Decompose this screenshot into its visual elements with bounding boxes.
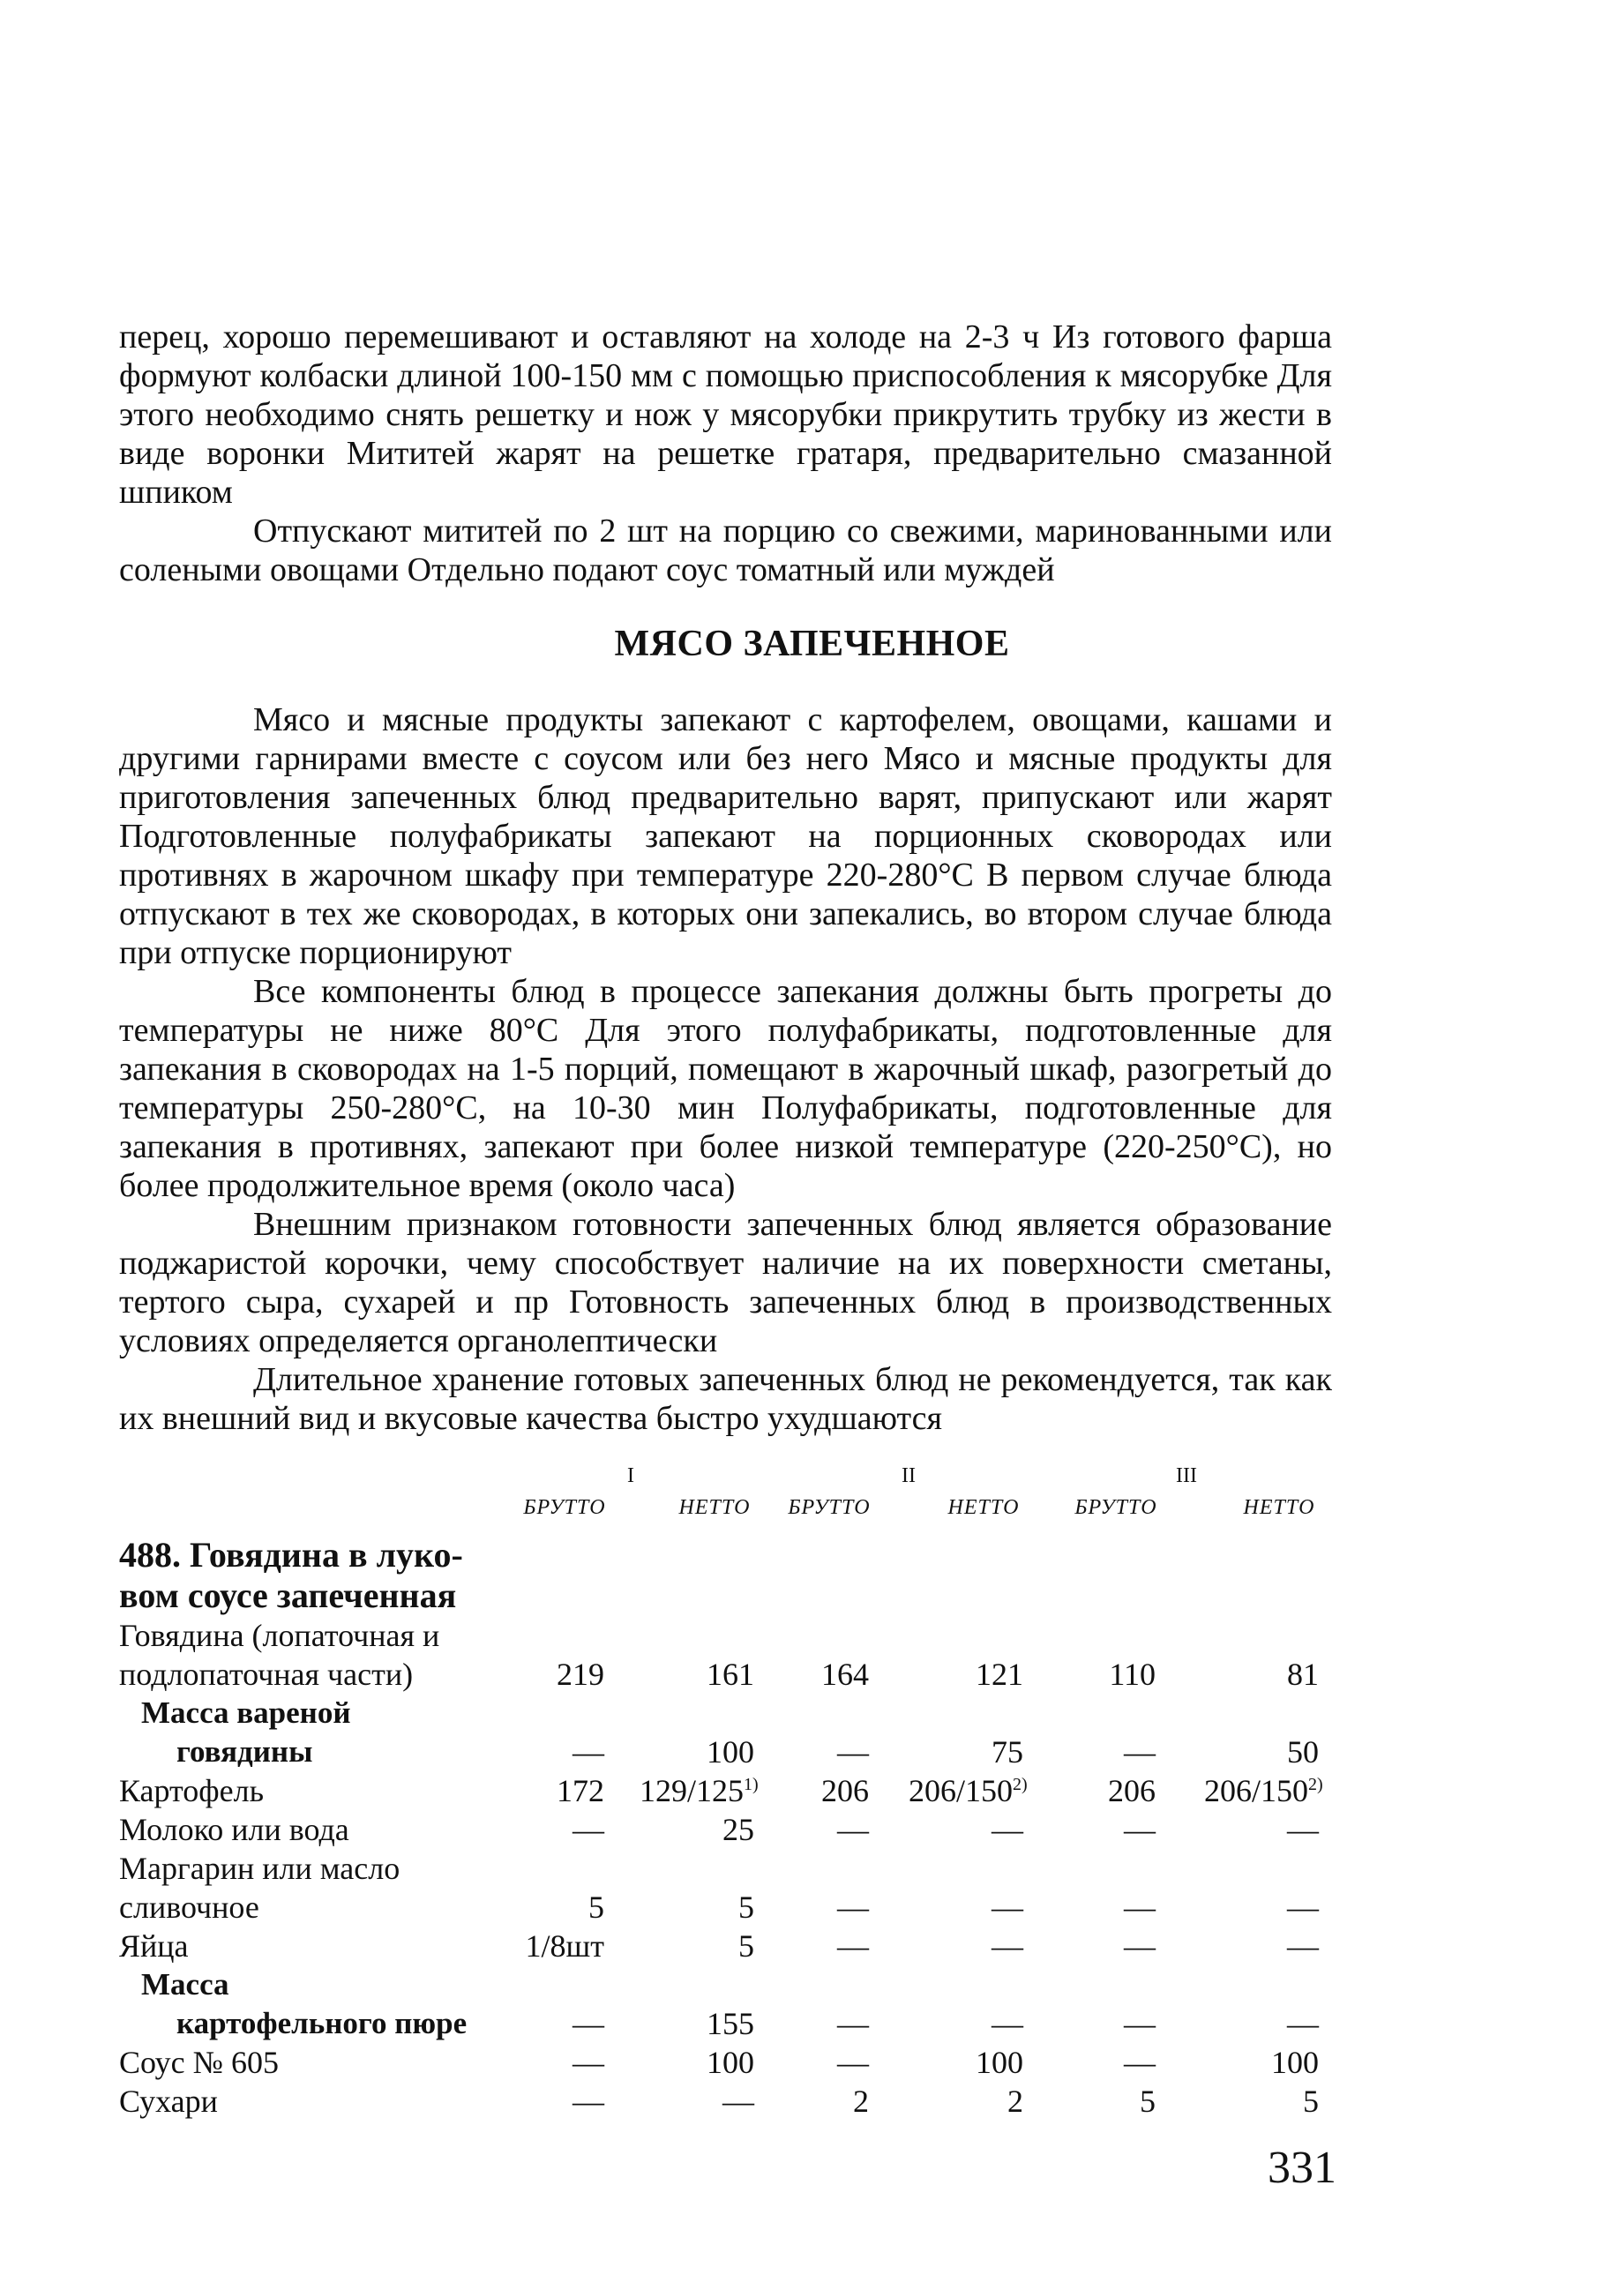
- column-header: НЕТТО: [947, 1496, 1020, 1519]
- row-label: сливочное: [119, 1890, 259, 1925]
- cell-value: 129/125: [640, 1773, 745, 1808]
- table-cell: [1041, 2043, 1156, 2082]
- cell-value: —: [837, 2006, 869, 2041]
- row-label: Соус № 605: [119, 2045, 279, 2080]
- table-cell: [909, 1888, 1023, 1927]
- cell-value: —: [1287, 2006, 1319, 2041]
- cell-value: —: [1124, 1928, 1156, 1964]
- table-cell: [909, 1732, 1023, 1771]
- cell-value: 206/150: [1204, 1773, 1309, 1808]
- body-paragraph-1: Мясо и мясные продукты запекают с картофелем, овощами, кашами и другими гарнирами вместе с соусом или без него Мясо и мясные продукты для приготовления запеченных блюд предварительно варят, припускают или жарят Подготовленные полуфабрикаты запекают на порционных сковородах или противнях в жарочном шкафу при температуре 220-280°С В первом случае блюда отпускают в тех же сковородах, в которых они запекались, во втором случае блюда при отпуске порционируют: [119, 701, 1332, 971]
- column-header: БРУТТО: [1074, 1496, 1157, 1519]
- row-label: Картофель: [119, 1773, 264, 1808]
- table-cell: [1204, 1655, 1319, 1694]
- recipe-title-line: 488. Говядина в луко-: [119, 1535, 463, 1575]
- column-group-label: III: [1176, 1464, 1197, 1487]
- column-header: НЕТТО: [678, 1496, 751, 1519]
- cell-value: —: [1124, 1812, 1156, 1847]
- table-cell: [490, 2004, 604, 2043]
- cell-value: 206/150: [909, 1773, 1014, 1808]
- footnote-marker: 2): [1308, 1775, 1323, 1794]
- table-cell: [490, 1655, 604, 1694]
- cell-value: 100: [976, 2045, 1023, 2080]
- cell-value: 25: [722, 1812, 754, 1847]
- cell-value: —: [1124, 2006, 1156, 2041]
- table-cell: [640, 1732, 754, 1771]
- table-cell: [490, 1927, 604, 1965]
- column-header: БРУТТО: [523, 1496, 606, 1519]
- table-cell: [1041, 1888, 1156, 1927]
- cell-value: 206: [1108, 1773, 1156, 1808]
- cell-value: 219: [557, 1657, 604, 1692]
- table-cell: [1204, 1888, 1319, 1927]
- cell-value: —: [573, 2045, 604, 2080]
- table-cell: [909, 2004, 1023, 2043]
- cell-value: —: [992, 1890, 1023, 1925]
- table-cell: [1041, 1927, 1156, 1965]
- intro-text: [119, 318, 1332, 589]
- table-cell: [754, 1655, 869, 1694]
- table-cell: [754, 1732, 869, 1771]
- cell-value: —: [992, 2006, 1023, 2041]
- column-header: БРУТТО: [788, 1496, 871, 1519]
- cell-value: —: [837, 1734, 869, 1770]
- cell-value: 100: [707, 1734, 754, 1770]
- intro-paragraph-1: перец, хорошо перемешивают и оставляют на холоде на 2-3 ч Из готового фарша формуют колбаски длиной 100-150 мм с помощью приспособления к мясорубке Для этого необходимо снять решетку и нож у мясорубки прикрутить трубку из жести в виде воронки Мититей жарят на решетке гратаря, предварительно смазанной шпиком: [119, 318, 1332, 511]
- cell-value: 121: [976, 1657, 1023, 1692]
- cell-value: 2: [1007, 2084, 1023, 2119]
- table-cell: [640, 2004, 754, 2043]
- column-group-label: I: [627, 1464, 634, 1487]
- cell-value: 81: [1287, 1657, 1319, 1692]
- column-group-label: II: [902, 1464, 916, 1487]
- cell-value: —: [573, 2006, 604, 2041]
- table-cell: [490, 1888, 604, 1927]
- body-paragraph-2: Все компоненты блюд в процессе запекания должны быть прогреты до температуры не ниже 80°С Для этого полуфабрикаты, подготовленные для запекания в сковородах на 1-5 порций, помещают в жарочный шкаф, разогретый до температуры 250-280°С, на 10-30 мин Полуфабрикаты, подготовленные для запекания в противнях, запекают при более низкой температуре (220-250°С), но более продолжительное время (около часа): [119, 973, 1332, 1204]
- row-label: Сухари: [119, 2084, 218, 2119]
- row-label: Говядина (лопаточная и: [119, 1618, 440, 1653]
- cell-value: 2: [853, 2084, 869, 2119]
- footnote-marker: 2): [1013, 1775, 1028, 1794]
- cell-value: —: [1124, 1734, 1156, 1770]
- cell-value: —: [992, 1812, 1023, 1847]
- row-label: Молоко или вода: [119, 1812, 349, 1847]
- section-heading: МЯСО ЗАПЕЧЕННОЕ: [614, 624, 1010, 664]
- table-cell: [1041, 2082, 1156, 2121]
- cell-value: —: [1124, 1890, 1156, 1925]
- cell-value: 100: [1271, 2045, 1319, 2080]
- table-cell: [1204, 2004, 1319, 2043]
- table-cell: [640, 1771, 759, 1810]
- cell-value: —: [573, 1812, 604, 1847]
- cell-value: —: [1124, 2045, 1156, 2080]
- cell-value: —: [1287, 1890, 1319, 1925]
- row-label: говядины: [176, 1734, 313, 1769]
- table-cell: [1204, 1771, 1323, 1810]
- row-label: Маргарин или масло: [119, 1851, 400, 1886]
- cell-value: —: [992, 1928, 1023, 1964]
- cell-value: 206: [821, 1773, 869, 1808]
- cell-value: 50: [1287, 1734, 1319, 1770]
- cell-value: 172: [557, 1773, 604, 1808]
- row-label: Масса вареной: [141, 1695, 351, 1730]
- table-cell: [1204, 1810, 1319, 1849]
- section-body: [119, 700, 1332, 1438]
- page-number: 331: [1268, 2143, 1336, 2193]
- row-label: Яйца: [119, 1928, 189, 1964]
- table-cell: [909, 1927, 1023, 1965]
- row-label: подлопаточная части): [119, 1657, 414, 1692]
- table-cell: [640, 2082, 754, 2121]
- table-cell: [640, 1810, 754, 1849]
- table-cell: [909, 2082, 1023, 2121]
- recipe-title-line: вом соусе запеченная: [119, 1575, 457, 1615]
- cell-value: 5: [588, 1890, 604, 1925]
- cell-value: 155: [707, 2006, 754, 2041]
- table-cell: [754, 1927, 869, 1965]
- cell-value: —: [1287, 1928, 1319, 1964]
- cell-value: —: [722, 2084, 754, 2119]
- cell-value: 1/8шт: [525, 1928, 604, 1964]
- cell-value: 161: [707, 1657, 754, 1692]
- table-cell: [1041, 1810, 1156, 1849]
- footnote-marker: 1): [744, 1775, 759, 1794]
- cell-value: —: [837, 2045, 869, 2080]
- body-paragraph-3: Внешним признаком готовности запеченных блюд является образование поджаристой корочки, чему способствует наличие на их поверхности сметаны, тертого сыра, сухарей и пр Готовность запеченных блюд в производственных условиях определяется органолептически: [119, 1206, 1332, 1359]
- table-cell: [490, 2082, 604, 2121]
- body-paragraph-4: Длительное хранение готовых запеченных блюд не рекомендуется, так как их внешний вид и вкусовые качества быстро ухудшаются: [119, 1361, 1332, 1437]
- cell-value: 110: [1109, 1657, 1156, 1692]
- table-cell: [1204, 1732, 1319, 1771]
- table-cell: [490, 1810, 604, 1849]
- row-label: картофельного пюре: [176, 2006, 468, 2040]
- table-cell: [490, 1732, 604, 1771]
- table-cell: [1041, 2004, 1156, 2043]
- cell-value: 100: [707, 2045, 754, 2080]
- table-cell: [909, 2043, 1023, 2082]
- table-cell: [754, 2082, 869, 2121]
- table-cell: [909, 1771, 1028, 1810]
- cell-value: 5: [738, 1928, 754, 1964]
- table-cell: [640, 1655, 754, 1694]
- cell-value: —: [837, 1928, 869, 1964]
- table-cell: [754, 1888, 869, 1927]
- table-cell: [1041, 1771, 1156, 1810]
- table-cell: [640, 1927, 754, 1965]
- cell-value: 5: [1140, 2084, 1156, 2119]
- table-cell: [640, 1888, 754, 1927]
- table-cell: [1204, 2082, 1319, 2121]
- table-cell: [1204, 2043, 1319, 2082]
- cell-value: —: [573, 2084, 604, 2119]
- table-cell: [490, 1771, 604, 1810]
- column-header: НЕТТО: [1243, 1496, 1315, 1519]
- cell-value: 75: [992, 1734, 1023, 1770]
- table-cell: [754, 1810, 869, 1849]
- table-cell: [1041, 1732, 1156, 1771]
- cell-value: —: [837, 1890, 869, 1925]
- cell-value: —: [837, 1812, 869, 1847]
- table-cell: [909, 1655, 1023, 1694]
- table-cell: [754, 1771, 869, 1810]
- table-cell: [1204, 1927, 1319, 1965]
- cell-value: 5: [738, 1890, 754, 1925]
- intro-paragraph-2: Отпускают мититей по 2 шт на порцию со свежими, маринованными или солеными овощами Отдельно подают соус томатный или муждей: [119, 513, 1332, 588]
- table-cell: [909, 1810, 1023, 1849]
- table-cell: [490, 2043, 604, 2082]
- table-cell: [754, 2004, 869, 2043]
- row-label: Масса: [141, 1967, 229, 2002]
- cell-value: —: [1287, 1812, 1319, 1847]
- table-cell: [640, 2043, 754, 2082]
- cell-value: —: [573, 1734, 604, 1770]
- cell-value: 164: [821, 1657, 869, 1692]
- table-cell: [754, 2043, 869, 2082]
- table-cell: [1041, 1655, 1156, 1694]
- cell-value: 5: [1303, 2084, 1319, 2119]
